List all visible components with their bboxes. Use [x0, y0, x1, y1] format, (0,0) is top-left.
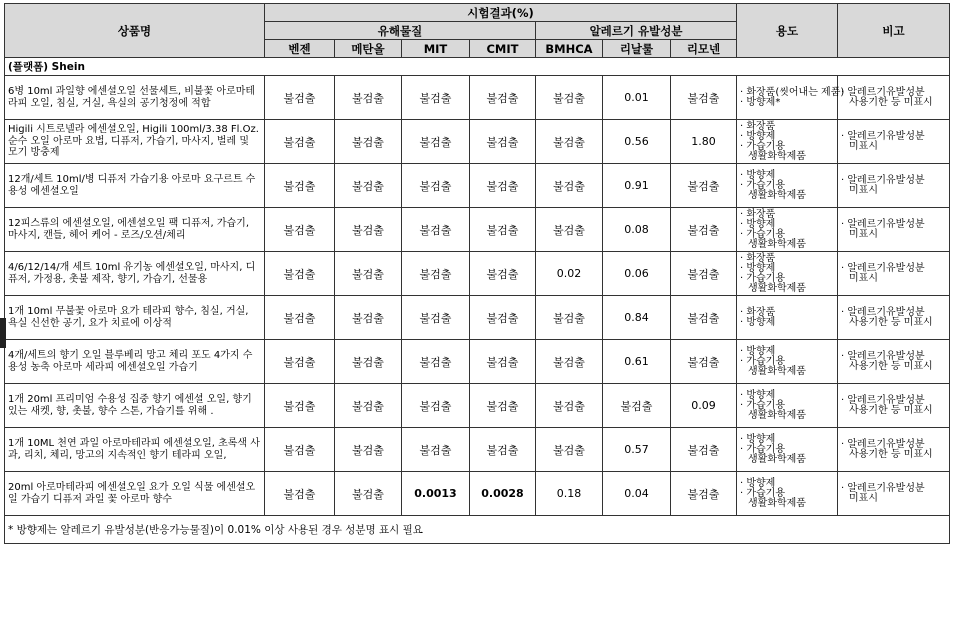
result-cell: 불검출 [470, 428, 536, 472]
scrollbar-thumb[interactable] [0, 318, 6, 348]
result-cell: 불검출 [335, 252, 402, 296]
remark-line: 미표시 [849, 272, 878, 284]
remark-cell [838, 120, 950, 164]
usage-line: · 방향제* [740, 96, 781, 108]
product-name: 12피스류의 에센셜오일, 에센셜오일 팩 디퓨저, 가습기, 마사지, 캔들, 헤어 케어 - 로즈/오션/체리 [5, 208, 265, 252]
header-usage: 용도 [737, 4, 838, 58]
result-cell: 불검출 [335, 120, 402, 164]
result-cell: 불검출 [402, 340, 470, 384]
remark-line: 미표시 [849, 492, 878, 504]
product-name: 12개/세트 10ml/병 디퓨저 가습기용 아로마 요구르트 수용성 에센셜오일 [5, 164, 265, 208]
result-cell: 불검출 [671, 340, 737, 384]
result-cell: 불검출 [335, 76, 402, 120]
result-cell: 불검출 [335, 472, 402, 516]
usage-cell [737, 472, 838, 516]
usage-line: · 화장품(씻어내는 제품) [740, 86, 845, 98]
col-header: 리모넨 [671, 40, 737, 58]
result-cell: 불검출 [265, 472, 335, 516]
usage-line: · 화장품 [740, 208, 776, 220]
remark-cell [838, 428, 950, 472]
usage-line: · 방향제 [740, 433, 776, 445]
usage-cell [737, 384, 838, 428]
table-row [5, 120, 950, 164]
remark-line: · 알레르기유발성분 [841, 394, 925, 406]
col-header: BMHCA [536, 40, 603, 58]
result-cell: 불검출 [265, 208, 335, 252]
result-cell: 불검출 [536, 208, 603, 252]
result-cell: 불검출 [335, 164, 402, 208]
remark-line: 사용기한 등 미표시 [849, 448, 933, 460]
usage-line: 생활화학제품 [748, 453, 806, 465]
remark-line: 미표시 [849, 140, 878, 152]
table-row [5, 428, 950, 472]
table-row [5, 340, 950, 384]
usage-line: · 가습기용 [740, 140, 785, 152]
remark-line: · 알레르기유발성분 [841, 482, 925, 494]
footnote: * 방향제는 알레르기 유발성분(반응가능물질)이 0.01% 이상 사용된 경우 성분명 표시 필요 [5, 516, 950, 544]
result-cell: 0.0028 [470, 472, 536, 516]
group-label: (플랫폼) Shein [5, 58, 950, 76]
result-cell: 불검출 [265, 384, 335, 428]
result-cell: 불검출 [470, 252, 536, 296]
result-cell: 0.91 [603, 164, 671, 208]
result-cell: 1.80 [671, 120, 737, 164]
header-remarks: 비고 [838, 4, 950, 58]
result-cell: 0.02 [536, 252, 603, 296]
result-cell: 불검출 [265, 340, 335, 384]
result-cell: 불검출 [536, 384, 603, 428]
col-header: 리날룰 [603, 40, 671, 58]
result-cell: 불검출 [265, 120, 335, 164]
usage-line: · 가습기용 [740, 443, 785, 455]
usage-line: · 방향제 [740, 316, 776, 328]
usage-cell [737, 252, 838, 296]
remark-cell [838, 472, 950, 516]
result-cell: 0.04 [603, 472, 671, 516]
product-name: 4개/세트의 향기 오일 블루베리 망고 체리 포도 4가지 수용성 농축 아로마 세라피 에센셜오일 가습기 [5, 340, 265, 384]
table-row [5, 472, 950, 516]
result-cell: 불검출 [671, 208, 737, 252]
usage-line: · 가습기용 [740, 179, 785, 191]
remark-cell [838, 384, 950, 428]
result-cell: 불검출 [671, 164, 737, 208]
result-cell: 0.0013 [402, 472, 470, 516]
results-table [4, 3, 950, 544]
usage-cell [737, 164, 838, 208]
usage-line: · 방향제 [740, 218, 776, 230]
result-cell: 불검출 [402, 384, 470, 428]
result-cell: 불검출 [402, 120, 470, 164]
remark-line: · 알레르기유발성분 [841, 130, 925, 142]
remark-cell [838, 208, 950, 252]
remark-cell [838, 252, 950, 296]
usage-cell [737, 120, 838, 164]
result-cell: 불검출 [470, 76, 536, 120]
product-name: 4/6/12/14/개 세트 10ml 유기농 에센셜오일, 마사지, 디퓨저, 가정용, 촛불 제작, 향기, 가습기, 선물용 [5, 252, 265, 296]
usage-line: 생활화학제품 [748, 497, 806, 509]
result-cell: 불검출 [470, 164, 536, 208]
result-cell: 불검출 [671, 472, 737, 516]
usage-line: · 방향제 [740, 345, 776, 357]
result-cell: 불검출 [402, 428, 470, 472]
result-cell: 0.08 [603, 208, 671, 252]
header-results: 시험결과(%) [265, 4, 737, 22]
result-cell: 불검출 [536, 120, 603, 164]
result-cell: 불검출 [470, 384, 536, 428]
remark-line: · 알레르기유발성분 [841, 86, 925, 98]
usage-line: · 가습기용 [740, 355, 785, 367]
header-allergen: 알레르기 유발성분 [536, 22, 737, 40]
product-name: 20ml 아로마테라피 에센셜오일 요가 오일 식물 에센셜오일 가습기 디퓨저 과일 꽃 아로마 향수 [5, 472, 265, 516]
table-row [5, 296, 950, 340]
remark-cell [838, 340, 950, 384]
remark-cell [838, 296, 950, 340]
header-product: 상품명 [5, 4, 265, 58]
usage-line: 생활화학제품 [748, 189, 806, 201]
table-row [5, 252, 950, 296]
result-cell: 0.01 [603, 76, 671, 120]
result-cell: 0.57 [603, 428, 671, 472]
result-cell: 0.61 [603, 340, 671, 384]
result-cell: 불검출 [536, 428, 603, 472]
result-cell: 불검출 [335, 384, 402, 428]
result-cell: 불검출 [536, 76, 603, 120]
result-cell: 불검출 [671, 252, 737, 296]
result-cell: 불검출 [335, 296, 402, 340]
usage-line: · 방향제 [740, 389, 776, 401]
usage-line: · 방향제 [740, 477, 776, 489]
result-cell: 불검출 [335, 428, 402, 472]
header-harmful: 유해물질 [265, 22, 536, 40]
result-cell: 불검출 [335, 208, 402, 252]
usage-cell [737, 76, 845, 120]
table-row [5, 76, 950, 120]
result-cell: 불검출 [402, 164, 470, 208]
product-name: Higili 시트로넬라 에센셜오일, Higili 100ml/3.38 Fl.Oz. 순수 오일 아로마 요법, 디퓨저, 가습기, 마사지, 벌레 및 모기 방충제 [5, 120, 265, 164]
result-cell: 불검출 [402, 296, 470, 340]
remark-line: · 알레르기유발성분 [841, 438, 925, 450]
result-cell: 0.09 [671, 384, 737, 428]
result-cell: 불검출 [671, 76, 737, 120]
usage-line: 생활화학제품 [748, 409, 806, 421]
result-cell: 불검출 [402, 208, 470, 252]
result-cell: 불검출 [536, 296, 603, 340]
product-name: 1개 10ml 무불꽃 아로마 요가 테라피 향수, 침실, 거실, 욕실 신선한 공기, 요가 치료에 이상적 [5, 296, 265, 340]
table-row [5, 208, 950, 252]
remark-line: · 알레르기유발성분 [841, 218, 925, 230]
result-cell: 0.18 [536, 472, 603, 516]
usage-line: 생활화학제품 [748, 238, 806, 250]
usage-line: · 가습기용 [740, 487, 785, 499]
result-cell: 불검출 [536, 164, 603, 208]
result-cell: 0.56 [603, 120, 671, 164]
usage-line: · 가습기용 [740, 272, 785, 284]
remark-line: 사용기한 등 미표시 [849, 404, 933, 416]
result-cell: 불검출 [265, 164, 335, 208]
result-cell: 불검출 [671, 296, 737, 340]
usage-cell [737, 208, 838, 252]
remark-line: 미표시 [849, 228, 878, 240]
usage-line: 생활화학제품 [748, 282, 806, 294]
usage-line: · 방향제 [740, 262, 776, 274]
usage-line: · 방향제 [740, 130, 776, 142]
result-cell: 불검출 [470, 208, 536, 252]
col-header: CMIT [470, 40, 536, 58]
col-header: MIT [402, 40, 470, 58]
product-name: 1개 20ml 프리미엄 수용성 집중 향기 에센셜 오일, 향기있는 새켓, 향, 촛불, 향수 스톤, 가습기를 위해 . [5, 384, 265, 428]
col-header: 메탄올 [335, 40, 402, 58]
table-row [5, 164, 950, 208]
result-cell: 불검출 [536, 340, 603, 384]
result-cell: 불검출 [402, 252, 470, 296]
usage-line: · 화장품 [740, 252, 776, 264]
remark-line: · 알레르기유발성분 [841, 350, 925, 362]
product-name: 6병 10ml 과일향 에센셜오일 선물세트, 비불꽃 아로마테라피 오일, 침실, 거실, 욕실의 공기청정에 적합 [5, 76, 265, 120]
usage-line: 생활화학제품 [748, 150, 806, 162]
result-cell: 불검출 [470, 296, 536, 340]
product-name: 1개 10ML 천연 과일 아로마테라피 에센셜오일, 초록색 사과, 리치, 체리, 망고의 지속적인 향기 테라피 오일, [5, 428, 265, 472]
result-cell: 불검출 [265, 76, 335, 120]
result-cell: 불검출 [671, 428, 737, 472]
table-row [5, 384, 950, 428]
remark-line: · 알레르기유발성분 [841, 262, 925, 274]
result-cell: 불검출 [335, 340, 402, 384]
result-cell: 0.84 [603, 296, 671, 340]
result-cell: 불검출 [603, 384, 671, 428]
remark-line: 사용기한 등 미표시 [849, 316, 933, 328]
remark-line: 미표시 [849, 184, 878, 196]
col-header: 벤젠 [265, 40, 335, 58]
usage-line: · 가습기용 [740, 399, 785, 411]
usage-line: · 화장품 [740, 306, 776, 318]
result-cell: 불검출 [265, 428, 335, 472]
result-cell: 불검출 [470, 120, 536, 164]
result-cell: 0.06 [603, 252, 671, 296]
remark-cell [838, 164, 950, 208]
remark-line: · 알레르기유발성분 [841, 174, 925, 186]
usage-cell [737, 340, 838, 384]
usage-line: · 방향제 [740, 169, 776, 181]
usage-line: · 화장품 [740, 120, 776, 132]
remark-line: · 알레르기유발성분 [841, 306, 925, 318]
result-cell: 불검출 [470, 340, 536, 384]
usage-line: · 가습기용 [740, 228, 785, 240]
remark-cell [838, 76, 950, 120]
result-cell: 불검출 [265, 296, 335, 340]
result-cell: 불검출 [402, 76, 470, 120]
remark-line: 사용기한 등 미표시 [849, 360, 933, 372]
remark-line: 사용기한 등 미표시 [849, 96, 933, 108]
usage-line: 생활화학제품 [748, 365, 806, 377]
usage-cell [737, 428, 838, 472]
usage-cell [737, 296, 838, 340]
result-cell: 불검출 [265, 252, 335, 296]
